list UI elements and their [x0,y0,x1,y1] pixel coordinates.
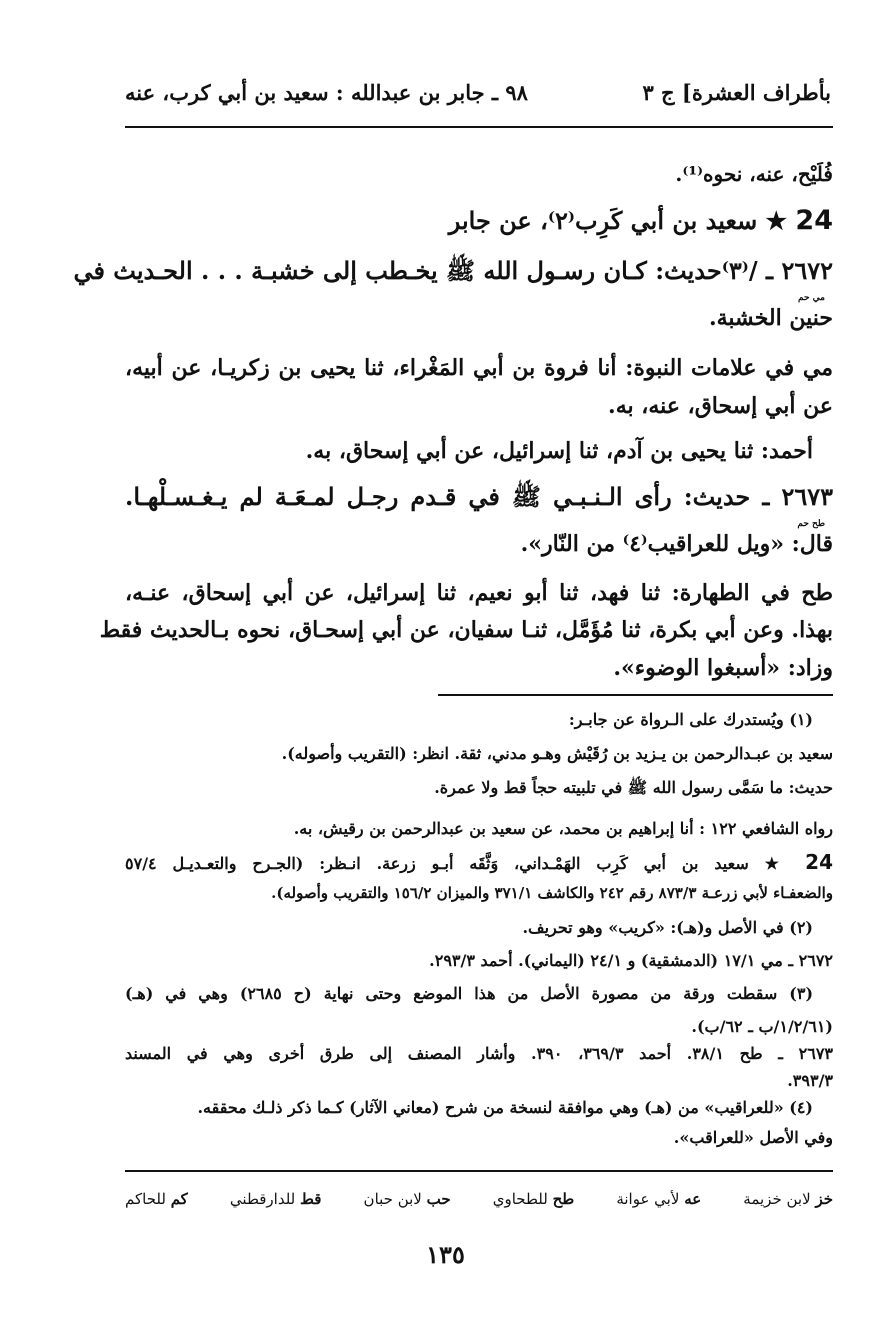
footnote-2673-ref: ٢٦٧٣ ـ طح ٣٨/١. أحمد ٣٦٩/٣، ٣٩٠. وأشار المصنف إلى طرق أخرى وهي في المسند [125,1044,834,1063]
footnote-1: (١) ويُستدرك على الـرواة عن جابـر: [568,710,813,729]
hadith-2672: ٢٦٧٢ ـ /⁽٣⁾حديث: كـان رسـول الله ﷺ يخـطب إلى خشبـة . . . الحـديث في [73,256,833,285]
chapter-heading [125,205,833,236]
footnote-4-line-2: وفي الأصل «للعراقب». [673,1128,833,1147]
footnote-2672-ref: ٢٦٧٢ ـ مي ١٧/١ (الدمشقية) و ٢٤/١ (اليماني). أحمد ٢٩٣/٣. [429,951,833,970]
legend-item: حب لابن حبان [363,1190,451,1208]
chapter-number: 24 [795,205,833,236]
text-line-1: فُلَيْح، عنه، نحوه⁽¹⁾. [675,162,833,186]
footnote-chapter-number: 24 [805,850,834,874]
legend-item: خز لابن خزيمة [743,1190,833,1208]
footnote-2673-ref-line-2: ٣٩٣/٣. [787,1071,833,1090]
page-number: ١٣٥ [426,1240,465,1269]
footnote-3-line-2: (١/٢/٦١/ب ـ ٦٢/ب). [691,1017,833,1036]
legend-item: عه لأبي عوانة [616,1190,702,1208]
text-line-7: أحمد: ثنا يحيى بن آدم، ثنا إسرائيل، عن أبي إسحاق، به. [305,438,813,464]
legend-item: كم للحاكم [125,1190,188,1208]
running-header-right: بأطراف العشرة] ج ٣ [642,80,831,105]
text-line-5: مي في علامات النبوة: أنا فروة بن أبي المَغْراء، ثنا يحيى بن زكريـا، عن أبيه، [125,355,833,381]
source-tag-2672: مي حم [797,293,825,303]
text-line-6: عن أبي إسحاق، عنه، به. [608,393,833,419]
header-rule [125,126,833,128]
text-line-10: طح في الطهارة: ثنا فهد، ثنا أبو نعيم، ثنا إسرائيل، عن أبي إسحاق، عنـه، [125,580,833,606]
footnote-1-line-6: والضعفـاء لأبي زرعـة ٨٧٣/٣ رقم ٢٤٢ والكاشف ٣٧١/١ والميزان ١٥٦/٢ والتقريب وأصوله). [271,884,833,902]
footnote-1-line-5-text: سعيد بن أبي كَرِب الهَمْـداني، وَثَّقَه أبـو زرعة. انـظر: (الجـرح والتعـديـل ٥٧/٤ [125,854,749,873]
footnote-1-line-5 [125,850,833,874]
abbreviation-legend [125,1190,833,1208]
chapter-title: سعيد بن أبي كَرِب⁽٢⁾، عن جابر [448,206,758,235]
footnote-1-line-2: سعيد بن عبـدالرحمن بن يـزيد بن رُقَيْش وهـو مدني، ثقة. انظر: (التقريب وأصوله). [281,744,833,763]
footnote-star-icon: ★ [764,854,790,873]
hadith-2673: ٢٦٧٣ ـ حديث: رأى الـنـبـي ﷺ في قـدم رجـل لمـعَـة لم يـغـسـلْهـا. [125,482,833,511]
legend-rule [125,1170,833,1172]
running-header-left: ٩٨ ـ جابر بن عبدالله : سعيد بن أبي كرب، عنه [125,80,528,105]
footnote-4: (٤) «للعراقيب» من (هـ) وهي موافقة لنسخة من شرح (معاني الآثار) كـما ذكر ذلـك محققه. [197,1098,813,1117]
footnote-1-line-3: حديث: ما سَمَّى رسول الله ﷺ في تلبيته حجاً قط ولا عمرة. [434,778,833,797]
text-line-12: وزاد: «أسبغوا الوضوء». [613,655,833,681]
text-line-11: بهذا. وعن أبي بكرة، ثنا مُؤَمَّل، ثنـا سفيان، عن أبي إسحـاق، نحوه بـالحديث فقط [99,617,833,643]
hadith-2673-cont: قال: «ويل للعراقيب⁽٤⁾ من النّار». [520,531,833,557]
hadith-2672-cont: حنين الخشبة. [708,305,833,331]
footnote-1-line-4: رواه الشافعي ١٢٢ : أنا إبراهيم بن محمد، عن سعيد بن عبدالرحمن بن رقيش، به. [293,819,833,838]
source-tag-2673: طح حم [797,519,825,529]
footnote-2: (٢) في الأصل و(هـ): «كريب» وهو تحريف. [522,918,813,937]
legend-item: طح للطحاوي [492,1190,575,1208]
footnote-3: (٣) سقطت ورقة من مصورة الأصل من هذا الموضع وحتى نهاية (ح ٢٦٨٥) وهي في (هـ) [125,984,814,1003]
legend-item: قط للدارقطني [229,1190,322,1208]
star-icon: ★ [765,206,788,235]
footnote-rule [438,694,833,696]
